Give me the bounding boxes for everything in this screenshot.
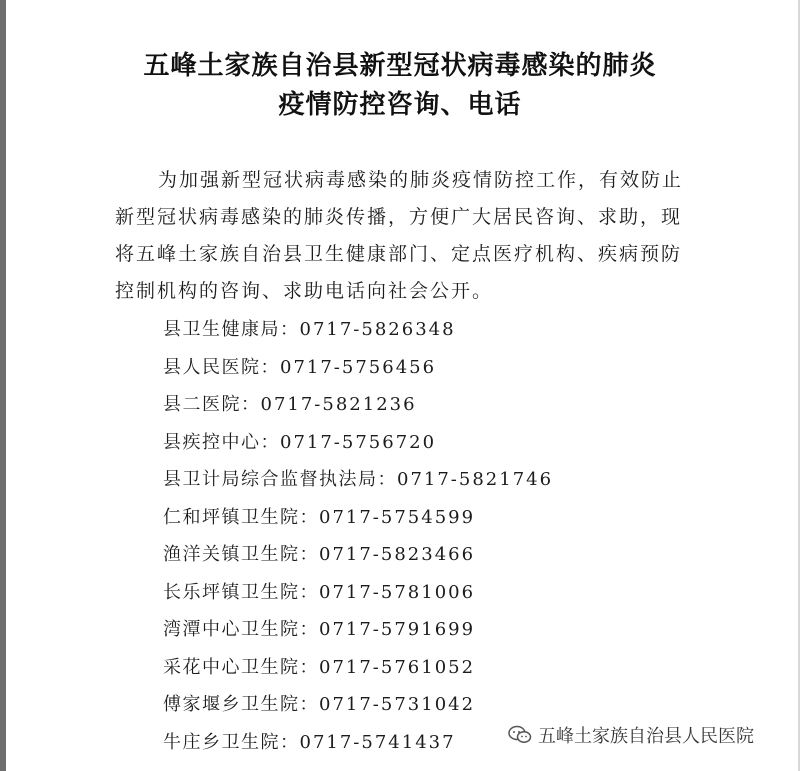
watermark-text: 五峰土家族自治县人民医院 — [538, 726, 754, 747]
contact-row — [163, 728, 456, 754]
contact-name: 采花中心卫生院： — [163, 656, 319, 678]
title-line-2: 疫情防控咨询、电话 — [278, 90, 522, 120]
contact-row — [163, 578, 475, 604]
contact-row — [163, 503, 475, 529]
title-line-1: 五峰土家族自治县新型冠状病毒感染的肺炎 — [143, 51, 657, 81]
contact-phone: 0717-5791699 — [319, 619, 476, 640]
contact-name: 渔洋关镇卫生院： — [163, 544, 319, 565]
contact-name: 牛庄乡卫生院： — [163, 731, 300, 753]
contact-row — [163, 315, 456, 341]
contact-row — [163, 353, 436, 379]
contact-row — [163, 653, 475, 679]
wechat-watermark — [508, 722, 754, 748]
contact-phone: 0717-5731042 — [319, 694, 476, 715]
contact-name: 湾潭中心卫生院： — [163, 619, 319, 640]
contact-row — [163, 540, 475, 566]
contact-phone: 0717-5756456 — [280, 356, 437, 378]
contact-phone: 0717-5761052 — [319, 656, 476, 678]
contact-phone: 0717-5821746 — [397, 469, 554, 490]
contact-row — [163, 390, 417, 416]
contact-phone: 0717-5756720 — [280, 431, 437, 453]
contact-row — [163, 690, 475, 716]
contact-phone: 0717-5823466 — [319, 544, 476, 565]
contact-row — [163, 465, 553, 491]
wechat-icon — [508, 725, 532, 745]
contact-phone: 0717-5781006 — [319, 581, 476, 603]
contact-name: 县卫计局综合监督执法局： — [163, 469, 397, 490]
contact-phone: 0717-5821236 — [260, 394, 417, 415]
intro-line-3: 将五峰土家族自治县卫生健康部门、定点医疗机构、疾病预防 — [115, 243, 683, 265]
intro-line-4: 控制机构的咨询、求助电话向社会公开。 — [115, 280, 494, 302]
intro-line-2: 新型冠状病毒感染的肺炎传播，方便广大居民咨询、求助，现 — [115, 206, 683, 228]
contact-name: 县人民医院： — [163, 356, 280, 378]
contact-name: 县疾控中心： — [163, 431, 280, 453]
contact-name: 长乐坪镇卫生院： — [163, 581, 319, 603]
intro-line-1: 为加强新型冠状病毒感染的肺炎疫情防控工作，有效防止 — [158, 169, 684, 191]
contact-name: 仁和坪镇卫生院： — [163, 506, 319, 528]
contact-phone: 0717-5754599 — [319, 506, 476, 528]
contact-row — [163, 428, 436, 454]
contact-name: 县卫生健康局： — [163, 319, 300, 340]
contact-name: 傅家堰乡卫生院： — [163, 694, 319, 715]
contact-phone: 0717-5826348 — [299, 319, 456, 340]
contact-phone: 0717-5741437 — [299, 731, 456, 753]
contact-name: 县二医院： — [163, 394, 261, 415]
contact-row — [163, 615, 475, 641]
